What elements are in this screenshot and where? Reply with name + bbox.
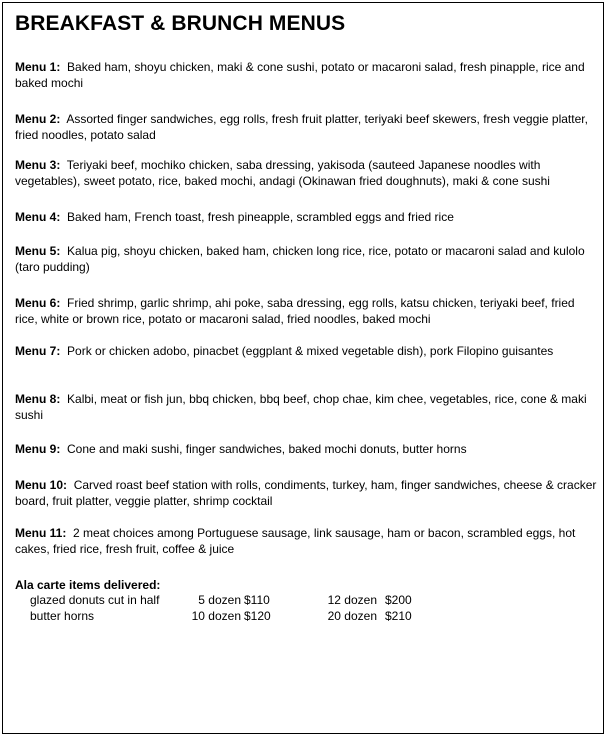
menu-item-10 — [15, 477, 597, 509]
alacarte-qty-2: 12 dozen — [327, 593, 377, 607]
menu-label: Menu 4: — [15, 210, 61, 224]
alacarte-qty-2: 20 dozen — [327, 609, 377, 623]
menu-description: Cone and maki sushi, finger sandwiches, baked mochi donuts, butter horns — [67, 442, 467, 456]
menu-label: Menu 7: — [15, 344, 61, 358]
alacarte-price-2: $210 — [385, 609, 412, 623]
menu-label: Menu 8: — [15, 392, 61, 406]
menu-item-4 — [15, 209, 597, 225]
menu-label: Menu 2: — [15, 112, 61, 126]
alacarte-qty-1: 10 dozen — [191, 609, 241, 623]
menu-label: Menu 11: — [15, 526, 67, 540]
menu-label: Menu 1: — [15, 60, 61, 74]
alacarte-qty-1: 5 dozen — [198, 593, 241, 607]
menu-description: Fried shrimp, garlic shrimp, ahi poke, saba dressing, egg rolls, katsu chicken, teriyaki beef, fried rice, white or brown rice, potato or macaroni salad, fried noodles, baked mochi — [15, 296, 575, 326]
menu-description: Baked ham, shoyu chicken, maki & cone sushi, potato or macaroni salad, fresh pinapple, rice and baked mochi — [15, 60, 585, 90]
alacarte-price-1: $110 — [244, 593, 270, 607]
alacarte-item-name: glazed donuts cut in half — [30, 593, 160, 607]
menu-label: Menu 5: — [15, 244, 61, 258]
alacarte-price-2: $200 — [385, 593, 412, 607]
menu-description: Assorted finger sandwiches, egg rolls, fresh fruit platter, teriyaki beef skewers, fresh veggie platter, fried noodles, potato salad — [15, 112, 588, 142]
menu-description: Baked ham, French toast, fresh pineapple, scrambled eggs and fried rice — [67, 210, 454, 224]
alacarte-item-name: butter horns — [30, 609, 95, 623]
menu-page — [2, 2, 604, 734]
menu-label: Menu 6: — [15, 296, 61, 310]
menu-description: Teriyaki beef, mochiko chicken, saba dressing, yakisoda (sauteed Japanese noodles with vegetables), sweet potato, rice, baked mochi, andagi (Okinawan fried doughnuts), maki & cone sushi — [15, 158, 550, 188]
menu-label: Menu 10: — [15, 478, 68, 492]
menu-item-6 — [15, 295, 597, 327]
menu-item-11 — [15, 525, 597, 557]
menu-item-5 — [15, 243, 597, 275]
menu-description: Kalbi, meat or fish jun, bbq chicken, bbq beef, chop chae, kim chee, vegetables, rice, cone & maki sushi — [15, 392, 587, 422]
menu-item-2 — [15, 111, 597, 143]
alacarte-heading: Ala carte items delivered: — [15, 578, 161, 592]
menu-item-3 — [15, 157, 597, 189]
menu-item-1 — [15, 59, 597, 91]
menu-label: Menu 9: — [15, 442, 61, 456]
menu-item-7 — [15, 343, 597, 359]
menu-description: Pork or chicken adobo, pinacbet (eggplant & mixed vegetable dish), pork Filopino guisantes — [67, 344, 554, 358]
menu-item-8 — [15, 391, 597, 423]
alacarte-row — [3, 592, 603, 608]
menu-description: Kalua pig, shoyu chicken, baked ham, chicken long rice, rice, potato or macaroni salad and kulolo (taro pudding) — [15, 244, 585, 274]
page-title: BREAKFAST & BRUNCH MENUS — [15, 12, 346, 35]
menu-description: 2 meat choices among Portuguese sausage, link sausage, ham or bacon, scrambled eggs, hot cakes, fried rice, fresh fruit, coffee & juice — [15, 526, 576, 556]
menu-item-9 — [15, 441, 597, 457]
alacarte-price-1: $120 — [244, 609, 271, 623]
menu-label: Menu 3: — [15, 158, 61, 172]
alacarte-row — [3, 608, 603, 624]
menu-description: Carved roast beef station with rolls, condiments, turkey, ham, finger sandwiches, cheese & cracker board, fruit platter, veggie platter, shrimp cocktail — [15, 478, 597, 508]
